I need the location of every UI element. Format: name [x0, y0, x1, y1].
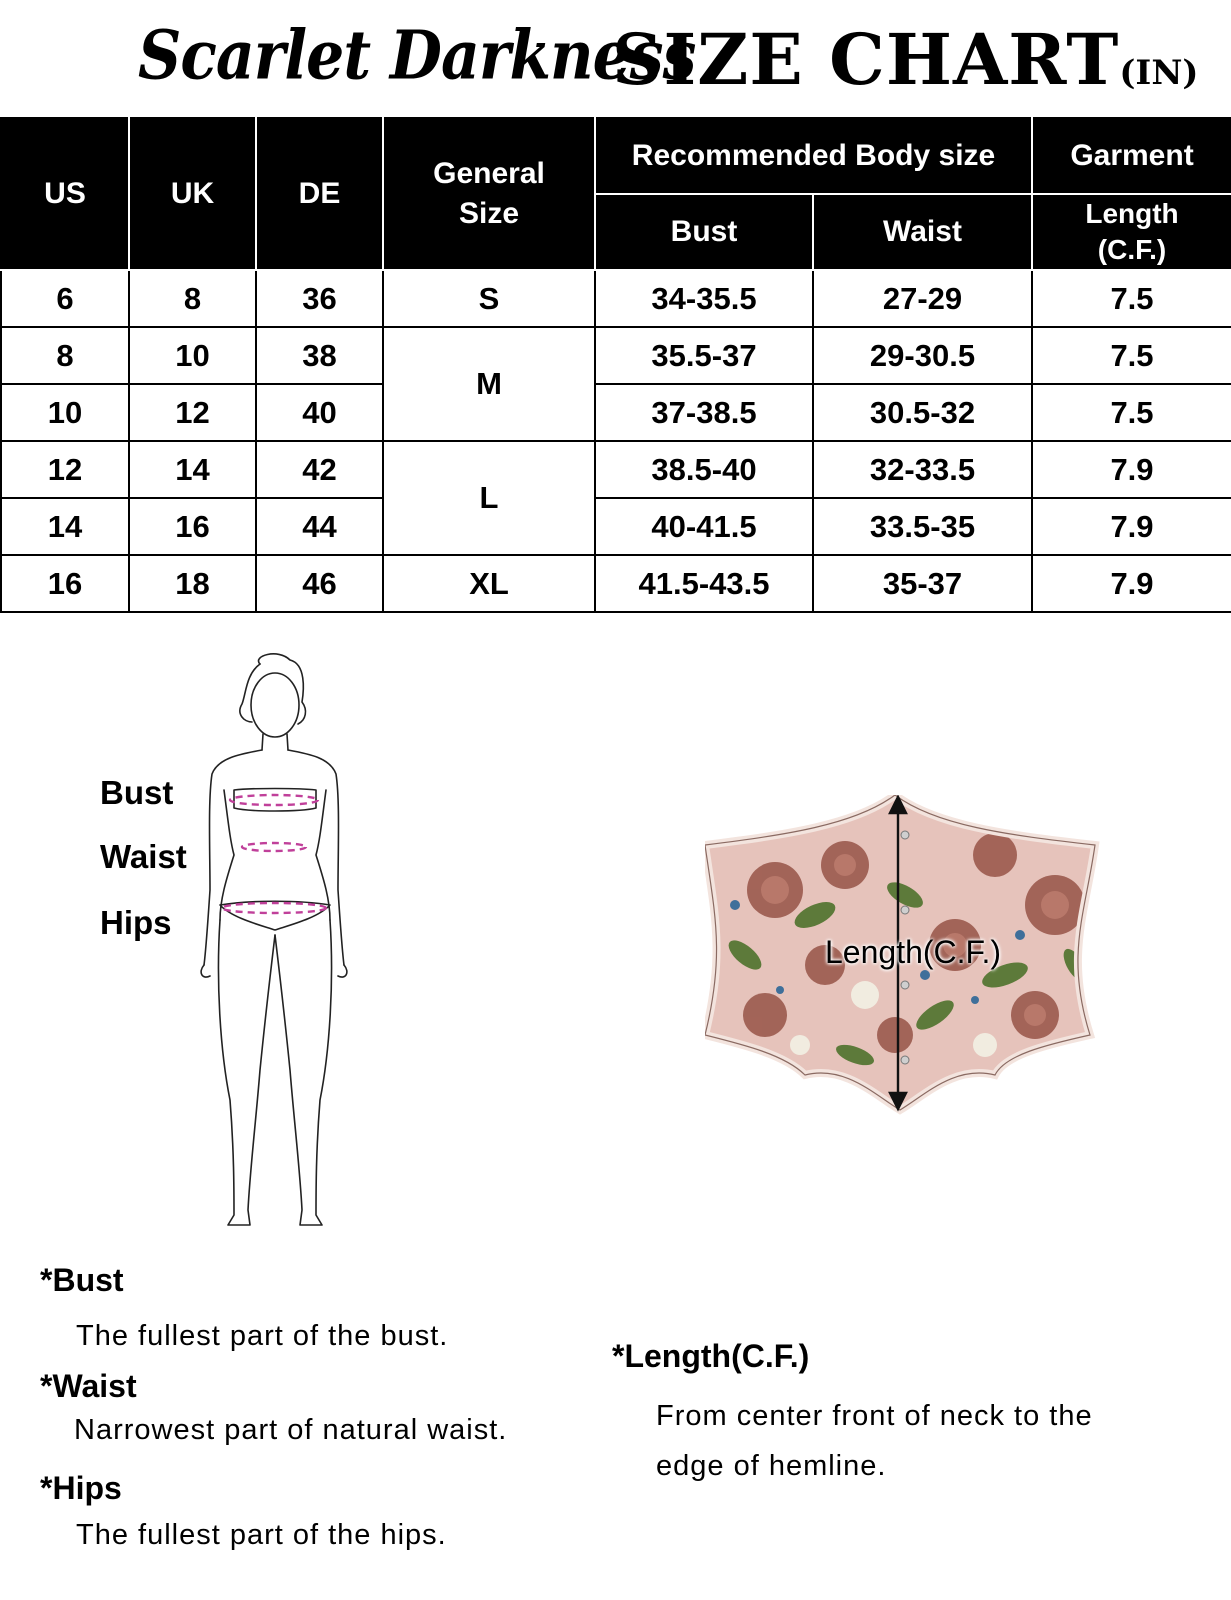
- figure-hips-label: Hips: [100, 904, 172, 941]
- title-unit: (IN): [1119, 53, 1199, 93]
- cell-bust: 35.5-37: [595, 327, 813, 384]
- cell-de: 42: [256, 441, 383, 498]
- page-title: [612, 18, 1198, 115]
- brand-logo: Scarlet Darkness: [138, 16, 696, 96]
- cell-waist: 32-33.5: [813, 441, 1032, 498]
- cell-us: 10: [1, 384, 129, 441]
- corset-length-label: Length(C.F.): [825, 934, 1002, 970]
- cell-uk: 8: [129, 270, 256, 327]
- cell-us: 8: [1, 327, 129, 384]
- header-garment: Garment: [1032, 118, 1231, 194]
- cell-general-size: S: [383, 270, 595, 327]
- cell-general-size: XL: [383, 555, 595, 612]
- header-us: US: [1, 118, 129, 270]
- note-bust-desc: The fullest part of the bust.: [76, 1320, 449, 1352]
- cell-de: 44: [256, 498, 383, 555]
- cell-general-size: M: [383, 327, 595, 441]
- table-row: [1, 270, 1231, 327]
- cell-de: 38: [256, 327, 383, 384]
- cell-bust: 34-35.5: [595, 270, 813, 327]
- header-general-size-label: General Size: [433, 157, 545, 230]
- table-row: [1, 441, 1231, 498]
- note-length-desc-line1: From center front of neck to the: [656, 1400, 1093, 1432]
- cell-us: 14: [1, 498, 129, 555]
- figure-bust-label: Bust: [100, 774, 174, 811]
- cell-bust: 37-38.5: [595, 384, 813, 441]
- cell-uk: 16: [129, 498, 256, 555]
- cell-length: 7.5: [1032, 384, 1231, 441]
- note-hips-term: *Hips: [40, 1470, 122, 1506]
- cell-general-size: L: [383, 441, 595, 555]
- cell-waist: 27-29: [813, 270, 1032, 327]
- cell-de: 36: [256, 270, 383, 327]
- note-length-desc-line2: edge of hemline.: [656, 1450, 887, 1482]
- cell-waist: 35-37: [813, 555, 1032, 612]
- note-length-term: *Length(C.F.): [612, 1338, 810, 1374]
- header-length-label: Length (C.F.): [1085, 198, 1179, 265]
- table-row: [1, 327, 1231, 384]
- header-length: [1032, 194, 1231, 270]
- cell-bust: 41.5-43.5: [595, 555, 813, 612]
- body-figure-illustration: [190, 650, 370, 1250]
- header-waist: Waist: [813, 194, 1032, 270]
- cell-uk: 14: [129, 441, 256, 498]
- header-de: DE: [256, 118, 383, 270]
- header-uk: UK: [129, 118, 256, 270]
- cell-uk: 18: [129, 555, 256, 612]
- cell-us: 12: [1, 441, 129, 498]
- note-waist-desc: Narrowest part of natural waist.: [74, 1414, 508, 1446]
- cell-length: 7.9: [1032, 498, 1231, 555]
- header-bust: Bust: [595, 194, 813, 270]
- cell-us: 16: [1, 555, 129, 612]
- cell-length: 7.5: [1032, 270, 1231, 327]
- cell-de: 40: [256, 384, 383, 441]
- note-waist-term: *Waist: [40, 1368, 137, 1404]
- note-hips-desc: The fullest part of the hips.: [76, 1519, 447, 1551]
- cell-uk: 10: [129, 327, 256, 384]
- cell-us: 6: [1, 270, 129, 327]
- table-row: [1, 384, 1231, 441]
- cell-waist: 33.5-35: [813, 498, 1032, 555]
- size-table: [0, 117, 1231, 613]
- header-general-size: [383, 118, 595, 270]
- table-row: [1, 498, 1231, 555]
- cell-uk: 12: [129, 384, 256, 441]
- cell-bust: 38.5-40: [595, 441, 813, 498]
- note-bust-term: *Bust: [40, 1262, 124, 1298]
- cell-length: 7.9: [1032, 441, 1231, 498]
- figure-waist-label: Waist: [100, 838, 187, 875]
- title-text: SIZE CHART: [612, 18, 1120, 101]
- cell-length: 7.5: [1032, 327, 1231, 384]
- cell-length: 7.9: [1032, 555, 1231, 612]
- cell-de: 46: [256, 555, 383, 612]
- header-recommended: Recommended Body size: [595, 118, 1032, 194]
- header: [0, 0, 1231, 118]
- cell-bust: 40-41.5: [595, 498, 813, 555]
- table-row: [1, 555, 1231, 612]
- cell-waist: 30.5-32: [813, 384, 1032, 441]
- cell-waist: 29-30.5: [813, 327, 1032, 384]
